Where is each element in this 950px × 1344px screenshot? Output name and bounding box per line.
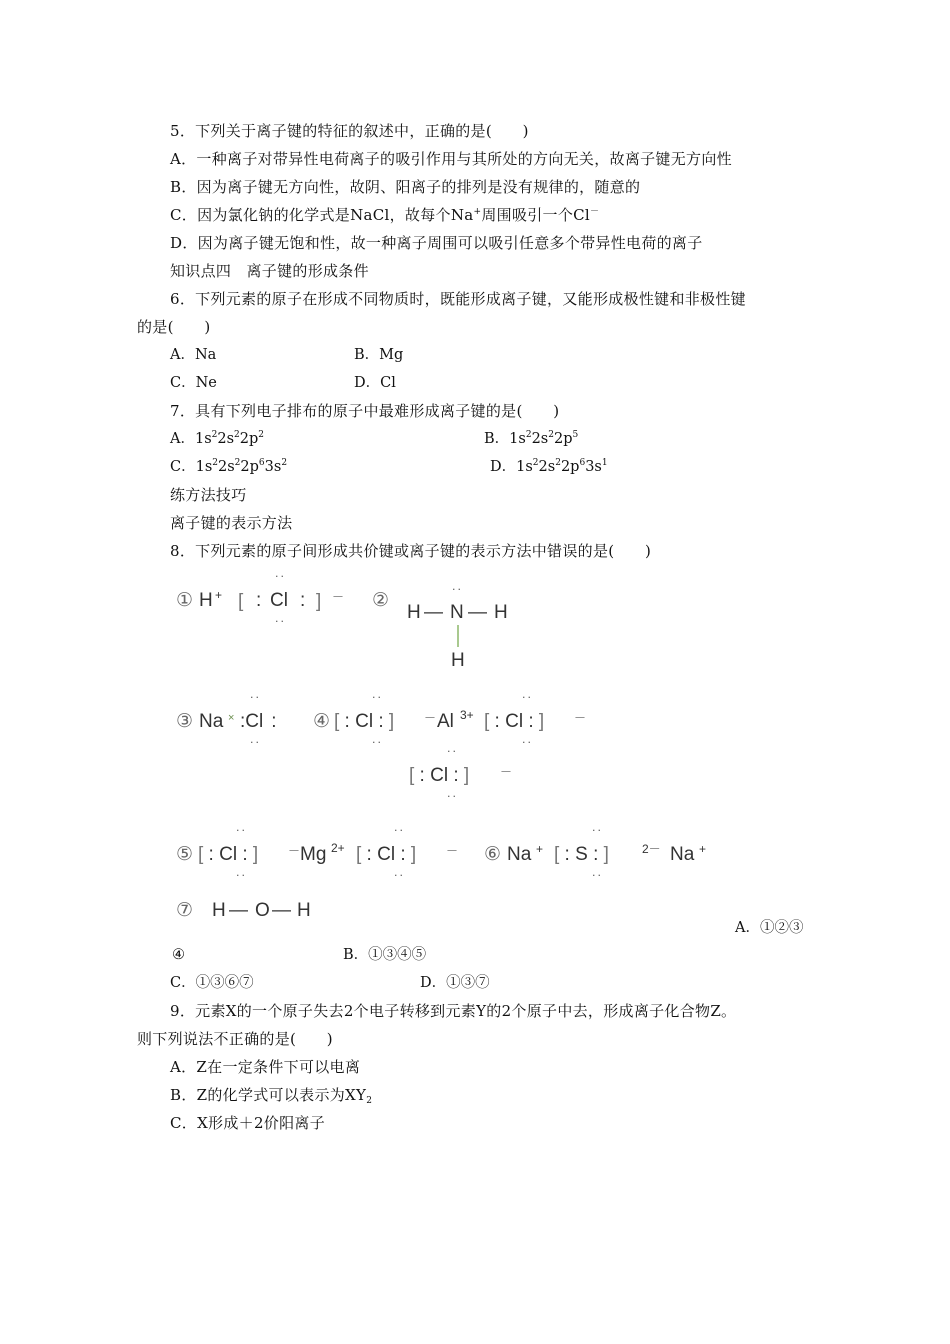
formula-4-charge-2: － bbox=[574, 711, 587, 725]
formula-3-cross: × bbox=[228, 712, 235, 724]
formula-1-left-bracket: [ bbox=[238, 591, 244, 612]
q6-stem-line2: 的是( ) bbox=[137, 318, 211, 336]
formula-2-bond-right: — bbox=[468, 602, 487, 623]
q5-option-b: B．因为离子键无方向性，故阴、阳离子的排列是没有规律的，随意的 bbox=[170, 178, 641, 196]
q7-stem: 7．具有下列电子排布的原子中最难形成离子键的是( ) bbox=[170, 402, 560, 420]
formula-3-dots-bottom: ·· bbox=[250, 736, 261, 749]
formula-6-na-left: Na bbox=[507, 844, 532, 865]
q5-option-a: A．一种离子对带异性电荷离子的吸引作用与其所处的方向无关，故离子键无方向性 bbox=[170, 150, 732, 168]
formula-4-dots-top-1: ·· bbox=[372, 691, 383, 704]
formula-4-dots-top-2: ·· bbox=[522, 691, 533, 704]
q6-option-c: C．Ne bbox=[170, 375, 217, 391]
formula-6-sulfide: [ : S : ] bbox=[554, 844, 609, 865]
formula-1-number: ① bbox=[176, 590, 194, 611]
formula-5-dots-bottom-1: ·· bbox=[236, 869, 247, 882]
formula-4-charge-3: － bbox=[500, 765, 513, 779]
formula-6-na-right-charge: + bbox=[699, 842, 707, 856]
q7-option-a: A．$1s^22s^22p^2$ bbox=[170, 430, 265, 447]
formula-7-number: ⑦ bbox=[176, 900, 194, 921]
q6-stem-line1: 6．下列元素的原子在形成不同物质时，既能形成离子键，又能形成极性键和非极性键 bbox=[170, 290, 746, 308]
formula-2-h-right: H bbox=[494, 602, 508, 623]
formula-4-chloride-1: [ : Cl : ] bbox=[334, 711, 395, 732]
formula-2-bond-down bbox=[457, 625, 459, 647]
formula-5-dots-bottom-2: ·· bbox=[394, 869, 405, 882]
formula-6-dots-bottom: ·· bbox=[592, 869, 603, 882]
formula-3-na: Na bbox=[199, 711, 224, 732]
formula-5-number: ⑤ bbox=[176, 844, 194, 865]
methods-heading: 练方法技巧 bbox=[170, 486, 247, 504]
formula-1-charge: － bbox=[332, 590, 345, 604]
formula-5-dots-top-1: ·· bbox=[236, 824, 247, 837]
formula-4-chloride-2: [ : Cl : ] bbox=[484, 711, 545, 732]
q6-option-a: A．Na bbox=[170, 347, 217, 363]
q8-option-b: B．①③④⑤ bbox=[343, 947, 427, 963]
formula-5-mg: Mg bbox=[300, 844, 327, 865]
q9-stem-line2: 则下列说法不正确的是( ) bbox=[137, 1030, 333, 1048]
representation-heading: 离子键的表示方法 bbox=[170, 514, 293, 532]
formula-3-number: ③ bbox=[176, 711, 194, 732]
formula-4-dots-bottom-3: ·· bbox=[447, 790, 458, 803]
formula-6-na-right: Na bbox=[670, 844, 695, 865]
formula-2-dots-top: ·· bbox=[452, 583, 463, 596]
formula-1-colon-left: : bbox=[256, 590, 262, 611]
formula-5-dots-top-2: ·· bbox=[394, 824, 405, 837]
formula-7-bond-right: — bbox=[272, 900, 291, 921]
q5-option-d: D．因为离子键无饱和性，故一种离子周围可以吸引任意多个带异性电荷的离子 bbox=[170, 234, 703, 252]
q5-stem: 5．下列关于离子键的特征的叙述中，正确的是( ) bbox=[170, 122, 529, 140]
formula-2-h-left: H bbox=[407, 602, 421, 623]
formula-1-h: H bbox=[199, 590, 213, 611]
q9-option-a: A．Z在一定条件下可以电离 bbox=[170, 1058, 361, 1076]
formula-6-dots-top: ·· bbox=[592, 824, 603, 837]
formula-1-colon-right: : bbox=[300, 590, 306, 611]
formula-2-h-bottom: H bbox=[451, 650, 465, 671]
formula-4-dots-top-3: ·· bbox=[447, 745, 458, 758]
q8-option-d: D．①③⑦ bbox=[420, 975, 490, 991]
formula-7-h-right: H bbox=[297, 900, 311, 921]
formula-1-cl: Cl bbox=[270, 590, 288, 611]
formula-5-mg-charge: 2+ bbox=[331, 841, 345, 855]
formula-2-n: N bbox=[450, 602, 464, 623]
formula-3-dots-top: ·· bbox=[250, 691, 261, 704]
formula-6-number: ⑥ bbox=[484, 844, 502, 865]
formula-1-dots-bottom: ·· bbox=[275, 615, 286, 628]
formula-5-chloride-2: [ : Cl : ] bbox=[356, 844, 417, 865]
formula-1-dots-top: ·· bbox=[275, 570, 286, 583]
formula-4-number: ④ bbox=[313, 711, 331, 732]
q7-option-d: D．$1s^22s^22p^63s^1$ bbox=[490, 458, 608, 475]
formula-4-chloride-3: [ : Cl : ] bbox=[409, 765, 470, 786]
q8-stem: 8．下列元素的原子间形成共价键或离子键的表示方法中错误的是( ) bbox=[170, 542, 652, 560]
q7-option-c: C．$1s^22s^22p^63s^2$ bbox=[170, 458, 288, 475]
formula-1-h-charge: + bbox=[215, 588, 223, 602]
formula-4-dots-bottom-2: ·· bbox=[522, 736, 533, 749]
formula-1-right-bracket: ] bbox=[316, 591, 322, 612]
formula-6-sulfide-charge: 2－ bbox=[642, 842, 661, 856]
formula-7-o: O bbox=[255, 900, 270, 921]
formula-4-al-charge: 3+ bbox=[460, 708, 474, 722]
formula-7-h-left: H bbox=[212, 900, 226, 921]
q5-option-c: C．因为氯化钠的化学式是NaCl，故每个Na+周围吸引一个Cl－ bbox=[170, 206, 600, 224]
formula-4-dots-bottom-1: ·· bbox=[372, 736, 383, 749]
q8-option-a-continued: ④ bbox=[172, 947, 185, 963]
q8-option-a: A．①②③ bbox=[735, 920, 804, 936]
formula-6-na-left-charge: + bbox=[536, 842, 544, 856]
q9-stem-line1: 9．元素X的一个原子失去2个电子转移到元素Y的2个原子中去，形成离子化合物Z。 bbox=[170, 1002, 737, 1020]
formula-2-number: ② bbox=[372, 590, 390, 611]
formula-4-al: Al bbox=[437, 711, 454, 732]
formula-7-bond-left: — bbox=[229, 900, 248, 921]
q8-option-c: C．①③⑥⑦ bbox=[170, 975, 254, 991]
formula-3-cl: :Cl : bbox=[240, 711, 277, 732]
section-heading-4: 知识点四 离子键的形成条件 bbox=[170, 262, 369, 280]
formula-2-bond-left: — bbox=[424, 602, 443, 623]
q7-option-b: B．$1s^22s^22p^5$ bbox=[484, 430, 579, 447]
formula-5-charge-2: － bbox=[446, 844, 459, 858]
formula-5-chloride-1: [ : Cl : ] bbox=[198, 844, 259, 865]
q9-option-c: C．X形成＋2价阳离子 bbox=[170, 1114, 325, 1132]
formula-4-charge-1: － bbox=[424, 711, 437, 725]
q9-option-b: B．Z的化学式可以表示为$XY_2$ bbox=[170, 1086, 373, 1106]
formula-5-charge-1: － bbox=[288, 844, 301, 858]
q6-option-b: B．Mg bbox=[354, 347, 404, 363]
q6-option-d: D．Cl bbox=[354, 375, 396, 391]
